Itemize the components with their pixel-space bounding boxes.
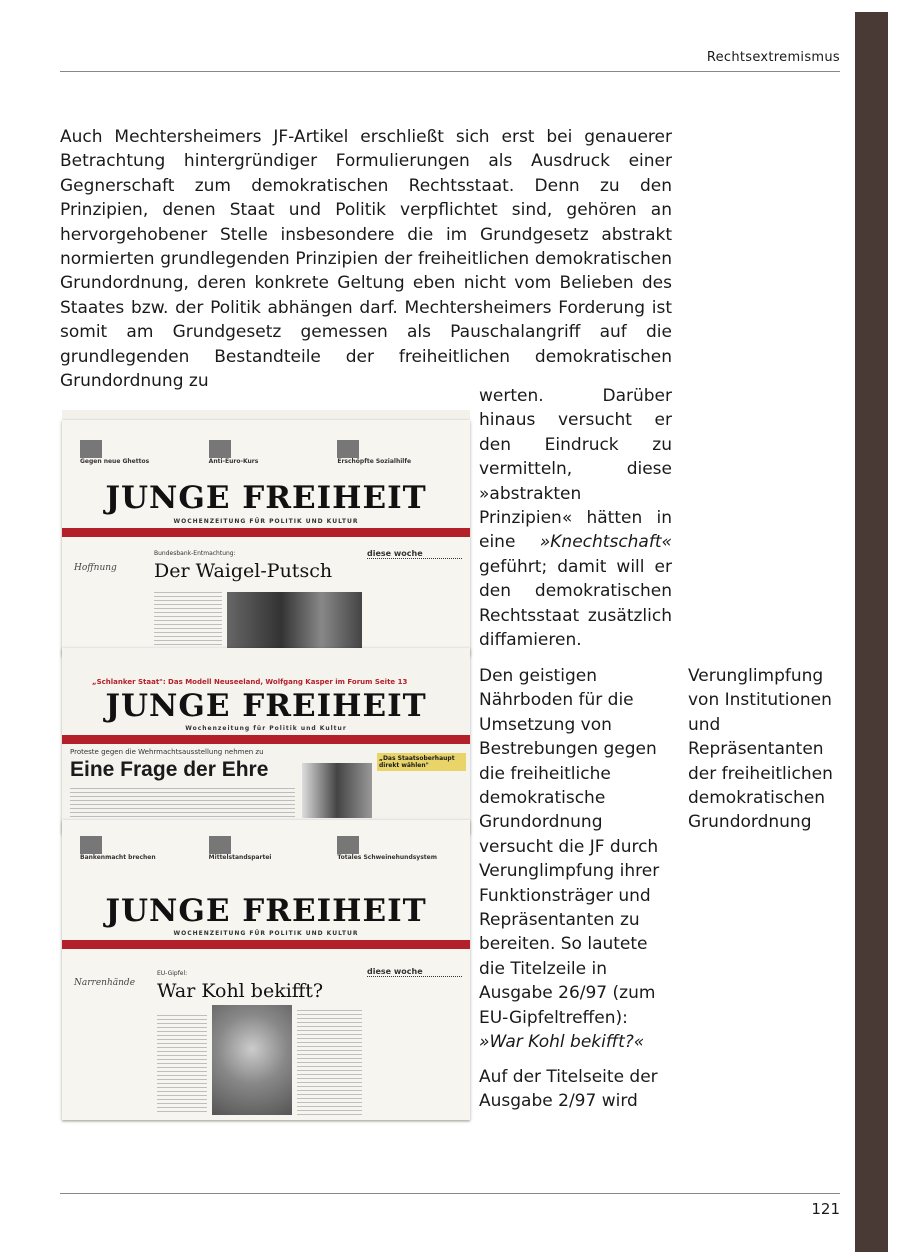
teaser-item xyxy=(80,440,201,466)
teaser-title: Erschöpfte Sozialhilfe xyxy=(337,458,412,465)
date-bar xyxy=(62,940,470,949)
teaser-thumb xyxy=(80,440,102,458)
headline-kicker: Bundesbank-Entmachtung: xyxy=(154,550,236,557)
running-head: Rechtsextremismus xyxy=(706,50,840,65)
teaser-title: Totales Schweinehundsystem xyxy=(337,854,437,861)
teaser-title: Bankenmacht brechen xyxy=(80,854,156,861)
body-paragraph-1-continued xyxy=(479,384,672,652)
side-heading: Hoffnung xyxy=(74,563,117,573)
teaser-thumb xyxy=(337,440,359,458)
newspaper-2 xyxy=(62,648,470,834)
photo xyxy=(227,592,362,650)
teaser-row xyxy=(80,440,458,466)
this-week-box xyxy=(367,968,462,979)
this-week-box xyxy=(367,550,462,561)
emphasis-quote: »Knechtschaft« xyxy=(539,532,672,553)
newspaper-collage xyxy=(62,410,470,1122)
teaser-item xyxy=(337,440,458,466)
body-paragraph-1: Auch Mechtersheimers JF-Artikel erschließt sich erst bei genauerer Betrachtung hintergründiger Formulierungen als Ausdruck einer Gegnerschaft zum demokratischen Rechtsstaat. Denn zu den Prinzipien, denen Staat und Politik verpflichtet sind, gehören an hervorgehobener Stelle insbesondere die im Grundgesetz abstrakt normierten grundlegenden Prinzipien der freiheitlichen demokratischen Grundordnung, deren konkrete Geltung eben nicht vom Belieben des Staates bzw. der Politik abhängen darf. Mechtersheimers Forderung ist somit am Grundgesetz gemessen als Pauschalangriff auf die grundlegenden Bestandteile der freiheitlichen demokratischen Grundordnung zu xyxy=(60,127,672,392)
box-title: diese woche xyxy=(367,968,462,977)
newspaper-3 xyxy=(62,820,470,1120)
teaser-title: Mittelstandspartei xyxy=(208,854,272,861)
article-text-block xyxy=(157,1015,207,1115)
date-bar xyxy=(62,735,470,744)
footer-rule xyxy=(60,1193,840,1194)
page-number: 121 xyxy=(811,1200,840,1218)
teaser-item xyxy=(80,836,201,862)
headline: Eine Frage der Ehre xyxy=(70,758,269,781)
teaser-thumb xyxy=(337,836,359,854)
teaser-title: Gegen neue Ghettos xyxy=(80,458,150,465)
teaser-row xyxy=(80,836,458,862)
page-edge-bar xyxy=(855,12,888,1252)
teaser-thumb xyxy=(209,440,231,458)
masthead-subline: WOCHENZEITUNG FÜR POLITIK UND KULTUR xyxy=(173,930,359,937)
masthead: JUNGE FREIHEIT xyxy=(105,480,427,516)
masthead-subline: Wochenzeitung für Politik und Kultur xyxy=(185,725,347,732)
masthead-subline: WOCHENZEITUNG FÜR POLITIK UND KULTUR xyxy=(173,518,359,525)
newspaper-1 xyxy=(62,420,470,656)
headline-kicker: EU-Gipfel: xyxy=(157,970,188,977)
emphasis-quote: »War Kohl bekifft?« xyxy=(479,1032,645,1053)
headline-kicker: Proteste gegen die Wehrmachtsausstellung nehmen zu xyxy=(70,748,264,756)
side-column xyxy=(74,555,144,576)
margin-note: Verunglimpfung von Institutionen und Repräsentanten der freiheitlichen demokratischen Grundordnung xyxy=(688,666,833,833)
header-rule xyxy=(60,71,840,72)
headline: War Kohl bekifft? xyxy=(157,980,324,1002)
top-teaser: „Schlanker Staat": Das Modell Neuseeland, Wolfgang Kasper im Forum Seite 13 xyxy=(92,678,408,686)
text-run: geführt; damit will er den demokratischen Rechtsstaat zusätzlich diffamieren. xyxy=(479,556,672,651)
highlight-box: „Das Staatsoberhaupt direkt wählen" xyxy=(377,753,466,771)
article-text-block xyxy=(297,1010,362,1115)
box-title: diese woche xyxy=(367,550,462,559)
masthead: JUNGE FREIHEIT xyxy=(105,688,427,724)
teaser-item xyxy=(337,836,458,862)
article-text-block xyxy=(154,592,222,650)
teaser-thumb xyxy=(209,836,231,854)
photo xyxy=(302,763,372,818)
side-heading: Narrenhände xyxy=(74,978,136,988)
masthead: JUNGE FREIHEIT xyxy=(105,893,427,929)
body-paragraph-3: Auf der Titelseite der Ausgabe 2/97 wird xyxy=(479,1066,658,1111)
body-column-lower xyxy=(479,664,672,1113)
teaser-title: Anti-Euro-Kurs xyxy=(208,458,259,465)
text-run: werten. Darüber hinaus versucht er den Eindruck zu vermitteln, diese »abstrakten Prinzipien« hätten in eine xyxy=(479,386,672,553)
teaser-item xyxy=(209,440,330,466)
side-column xyxy=(74,970,144,991)
body-paragraph-2 xyxy=(479,664,672,1055)
teaser-item xyxy=(209,836,330,862)
text-run: Den geistigen Nährboden für die Umsetzung von Bestrebungen gegen die freiheitliche demokratische Grundordnung versucht die JF durch Verunglimpfung ihrer Funktionsträger und Repräsentanten zu bereiten. So lautete die Titelzeile in Ausgabe 26/97 (zum EU-Gipfeltreffen): xyxy=(479,666,660,1028)
teaser-thumb xyxy=(80,836,102,854)
photo xyxy=(212,1005,292,1115)
headline: Der Waigel-Putsch xyxy=(154,560,333,582)
date-bar xyxy=(62,528,470,537)
